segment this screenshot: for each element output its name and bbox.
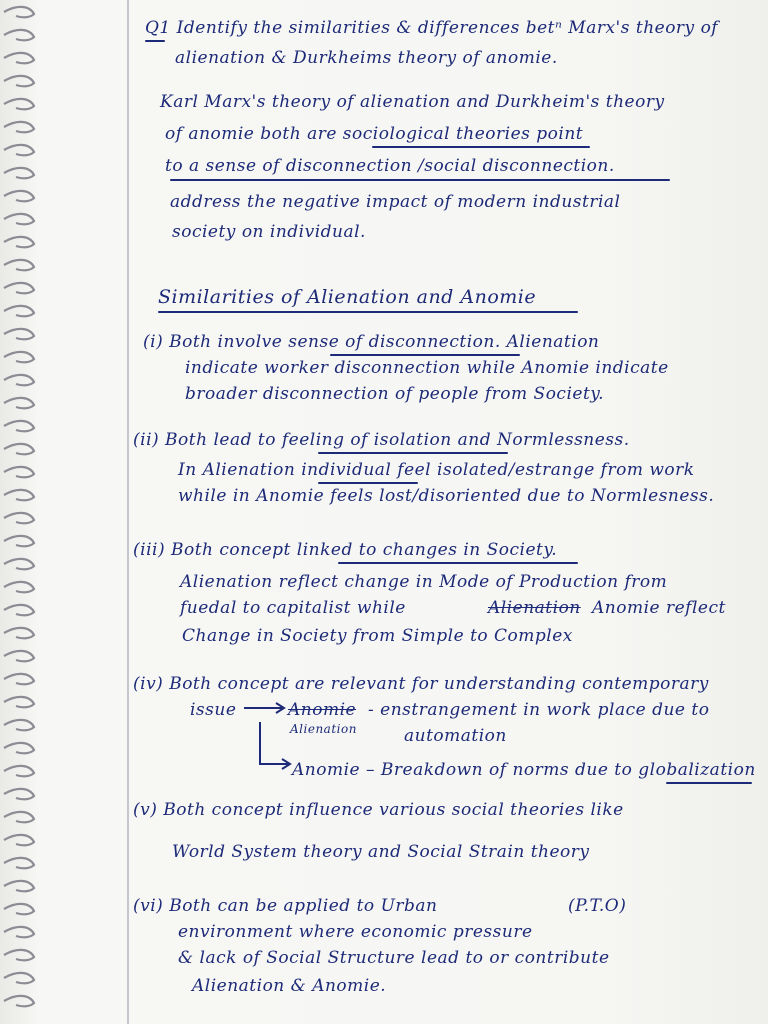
spiral-binding [0, 0, 46, 1024]
point-4-struck-word: Anomie [288, 700, 357, 720]
intro-line-1: Karl Marx's theory of alienation and Durkheim's theory [160, 92, 665, 112]
intro-line-2: of anomie both are sociological theories point [165, 124, 584, 144]
pto-note: (P.T.O) [568, 896, 627, 916]
margin-line [127, 0, 129, 1024]
point-1-line-1: (i) Both involve sense of disconnection. Alienation [143, 332, 600, 352]
underline-feeling [318, 452, 508, 454]
point-6-line-3: & lack of Social Structure lead to or contribute [178, 948, 610, 968]
underline-linked [338, 562, 578, 564]
point-3-line-3-end: Anomie reflect [592, 598, 726, 618]
underline-disconnection [170, 179, 670, 181]
q-underline [145, 40, 165, 42]
intro-line-4: address the negative impact of modern industrial [170, 192, 621, 212]
underline-sense [330, 354, 520, 356]
question-line-1: Q1 Identify the similarities & differences betⁿ Marx's theory of [145, 18, 719, 38]
point-2-line-3: while in Anomie feels lost/disoriented due to Normlesness. [178, 486, 715, 506]
point-1-line-2: indicate worker disconnection while Anomie indicate [185, 358, 669, 378]
point-4-line-2: - enstrangement in work place due to [368, 700, 710, 720]
point-6-line-2: environment where economic pressure [178, 922, 533, 942]
heading-underline [158, 311, 578, 313]
underline-sociological [372, 146, 590, 148]
point-4-correction: Alienation [290, 722, 357, 736]
point-4-line-1: (iv) Both concept are relevant for understanding contemporary [133, 674, 709, 694]
point-5-line-2: World System theory and Social Strain theory [172, 842, 590, 862]
point-3-line-2: Alienation reflect change in Mode of Production from [180, 572, 668, 592]
point-3-struck-word: Alienation [488, 598, 581, 618]
similarities-heading: Similarities of Alienation and Anomie [158, 286, 537, 308]
point-3-line-1: (iii) Both concept linked to changes in Society. [133, 540, 558, 560]
intro-line-3: to a sense of disconnection /social disconnection. [165, 156, 615, 176]
point-2-line-1: (ii) Both lead to feeling of isolation and Normlessness. [133, 430, 630, 450]
point-1-line-3: broader disconnection of people from Society. [185, 384, 605, 404]
point-6-line-1: (vi) Both can be applied to Urban [133, 896, 438, 916]
intro-line-5: society on individual. [172, 222, 366, 242]
point-3-line-4: Change in Society from Simple to Complex [182, 626, 573, 646]
point-4-line-4: Anomie – Breakdown of norms due to globalization [292, 760, 756, 780]
point-6-line-4: Alienation & Anomie. [192, 976, 387, 996]
point-5-line-1: (v) Both concept influence various social theories like [133, 800, 624, 820]
point-4-line-3: automation [404, 726, 507, 746]
point-3-line-3: fuedal to capitalist while [180, 598, 406, 618]
point-4-issue: issue [190, 700, 237, 720]
question-line-2: alienation & Durkheims theory of anomie. [175, 48, 558, 68]
underline-individual [318, 482, 418, 484]
underline-globalization [666, 782, 752, 784]
point-2-line-2: In Alienation individual feel isolated/estrange from work [178, 460, 695, 480]
